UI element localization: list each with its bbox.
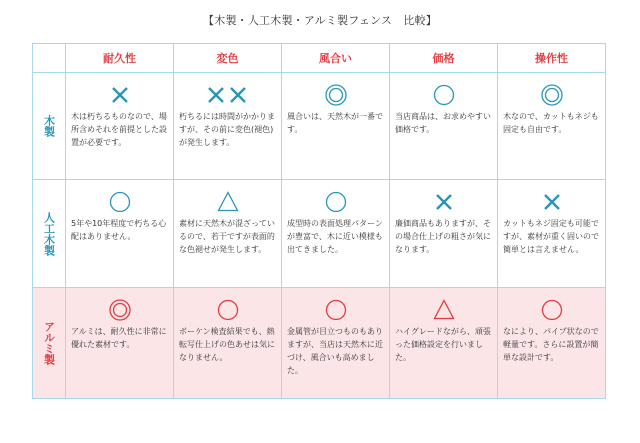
cell-content xyxy=(498,83,605,189)
circle-mark-icon xyxy=(71,190,168,214)
cell-note: 廉価商品もありますが、その場合仕上げの粗さが気になります。 xyxy=(395,219,491,254)
cell-content xyxy=(282,298,389,408)
double-circle-mark-icon xyxy=(287,83,384,107)
circle-mark-icon xyxy=(287,298,384,322)
table-cell xyxy=(174,73,282,180)
cell-note: ハイグレードながら、頑張った価格設定を行いました。 xyxy=(395,327,491,362)
column-header-workability: 操作性 xyxy=(498,44,606,73)
cell-note: 素材に天然木が混ざっているので、若干ですが表面的な色褪せが発生します。 xyxy=(179,219,275,254)
page-title: 【木製・人工木製・アルミ製フェンス 比較】 xyxy=(203,14,437,27)
cell-content xyxy=(498,190,605,297)
cell-note: 当店商品は、お求めやすい価格です。 xyxy=(395,112,491,134)
table-row-aluminum xyxy=(33,288,606,399)
table-row-artificial-wood xyxy=(33,180,606,288)
circle-mark-icon xyxy=(179,298,276,322)
cell-note: 木なので、カットもネジも固定も自由です。 xyxy=(503,112,599,134)
cell-note: アルミは、耐久性に非常に優れた素材です。 xyxy=(71,327,167,349)
table-cell xyxy=(390,73,498,180)
cell-content xyxy=(174,190,281,297)
table-body xyxy=(33,73,606,399)
cross-mark-icon xyxy=(71,83,168,107)
cell-content xyxy=(66,83,173,189)
cell-content xyxy=(390,83,497,189)
header-row xyxy=(33,44,606,73)
column-header-price: 価格 xyxy=(390,44,498,73)
corner-cell xyxy=(33,44,66,73)
cell-content xyxy=(282,190,389,297)
table-cell xyxy=(66,180,174,288)
table-cell xyxy=(66,73,174,180)
table-row-wood xyxy=(33,73,606,180)
column-header-discoloration: 変色 xyxy=(174,44,282,73)
cell-note: なにより、パイプ状なので軽量です。さらに設置が簡単な設計です。 xyxy=(503,327,599,362)
table-cell xyxy=(174,288,282,399)
double-cross-mark-icon xyxy=(179,83,276,107)
cell-note: 金属管が目立つものもありますが、当店は天然木に近づけ、風合いも高めました。 xyxy=(287,327,383,375)
cell-note: 朽ちるには時間がかかりますが、その前に変色(褪色)が発生します。 xyxy=(179,112,275,147)
table-cell xyxy=(282,288,390,399)
double-circle-mark-icon xyxy=(71,298,168,322)
row-header-artificial-wood: 人工木製 xyxy=(33,180,66,288)
cell-content xyxy=(390,190,497,297)
column-header-texture: 風合い xyxy=(282,44,390,73)
cell-content xyxy=(282,83,389,189)
triangle-mark-icon xyxy=(179,190,276,214)
cell-content xyxy=(390,298,497,408)
cell-note: 成型時の表面処理パターンが豊富で、木に近い模様も出てきました。 xyxy=(287,219,383,254)
table-cell xyxy=(174,180,282,288)
cell-content xyxy=(174,83,281,189)
table-cell xyxy=(498,73,606,180)
table-cell xyxy=(282,73,390,180)
table-cell xyxy=(282,180,390,288)
row-header-aluminum: アルミ製 xyxy=(33,288,66,399)
table-cell xyxy=(390,180,498,288)
cell-note: 木は朽ちるものなので、場所含めそれを前提とした設置が必要です。 xyxy=(71,112,167,147)
comparison-table xyxy=(32,43,606,399)
cell-note: 風合いは、天然木が一番です。 xyxy=(287,112,383,134)
triangle-mark-icon xyxy=(395,298,492,322)
table-cell xyxy=(66,288,174,399)
cell-content xyxy=(174,298,281,408)
cell-content xyxy=(498,298,605,408)
cell-content xyxy=(66,190,173,297)
circle-mark-icon xyxy=(395,83,492,107)
circle-mark-icon xyxy=(287,190,384,214)
cell-note: ボーケン検査結果でも、熱転写仕上げの色あせは気になりません。 xyxy=(179,327,275,362)
cross-mark-icon xyxy=(395,190,492,214)
column-header-durability: 耐久性 xyxy=(66,44,174,73)
cell-note: カットもネジ固定も可能ですが、素材が重く固いので簡単とは言えません。 xyxy=(503,219,599,254)
cell-content xyxy=(66,298,173,408)
table-cell xyxy=(498,288,606,399)
cross-mark-icon xyxy=(503,190,600,214)
double-circle-mark-icon xyxy=(503,83,600,107)
circle-mark-icon xyxy=(503,298,600,322)
table-cell xyxy=(390,288,498,399)
row-header-wood: 木製 xyxy=(33,73,66,180)
table-cell xyxy=(498,180,606,288)
cell-note: 5年や10年程度で朽ちる心配はありません。 xyxy=(71,219,167,241)
